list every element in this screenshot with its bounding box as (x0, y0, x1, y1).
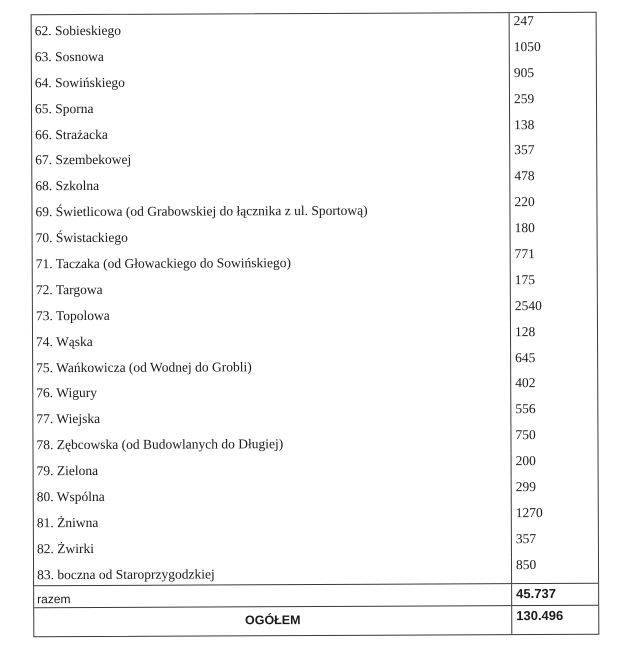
street-name-cell: 62. Sobieskiego (32, 13, 510, 41)
table-row (33, 298, 597, 326)
table-row (32, 65, 596, 93)
table-row (34, 556, 598, 584)
table-row (34, 505, 598, 533)
table-row (33, 323, 597, 351)
subtotal-row (34, 582, 598, 606)
length-value-cell: 247 (513, 13, 534, 29)
table-row (34, 479, 598, 507)
length-value-cell: 1270 (515, 504, 543, 521)
street-name-cell: 79. Zielona (34, 453, 512, 481)
street-name-cell: 82. Żwirki (34, 531, 512, 559)
length-value-cell: 180 (514, 220, 535, 236)
table-body (32, 13, 598, 585)
length-value-cell: 850 (515, 556, 537, 572)
table-row (33, 375, 597, 403)
length-value-cell: 357 (515, 530, 537, 546)
length-value-cell: 200 (515, 453, 536, 469)
table-row (33, 246, 597, 274)
grand-total-label: OGÓŁEM (34, 606, 512, 636)
street-name-cell: 71. Taczaka (od Głowackiego do Sowińskiego) (33, 246, 511, 274)
subtotal-value: 45.737 (516, 585, 556, 601)
table-row (32, 13, 596, 41)
table-row (32, 116, 596, 144)
length-value-cell: 1050 (513, 38, 541, 55)
length-value-cell: 220 (514, 194, 535, 210)
length-value-cell: 128 (514, 323, 536, 339)
street-name-cell: 80. Wspólna (34, 479, 512, 507)
street-name-cell: 69. Świetlicowa (od Grabowskiej do łącznika z ul. Sportową) (32, 194, 510, 222)
grand-total-row (34, 604, 598, 635)
length-value-cell: 138 (514, 116, 535, 132)
length-value-cell: 645 (515, 349, 536, 365)
length-value-cell: 556 (515, 401, 536, 417)
street-name-cell: 78. Zębcowska (od Budowlanych do Długiej) (33, 427, 511, 455)
street-name-cell: 75. Wańkowicza (od Wodnej do Grobli) (33, 350, 511, 378)
grand-total-value: 130.496 (516, 607, 564, 623)
street-name-cell: 77. Wiejska (33, 401, 511, 429)
length-value-cell: 299 (515, 479, 536, 495)
length-value-cell: 175 (514, 271, 536, 288)
street-name-cell: 63. Sosnowa (32, 39, 510, 67)
subtotal-label: razem (34, 584, 512, 607)
length-value-cell: 259 (513, 90, 535, 106)
table-row (33, 349, 597, 377)
street-name-cell: 64. Sowińskiego (32, 65, 510, 93)
street-name-cell: 65. Sporna (32, 91, 510, 119)
length-value-cell: 2540 (514, 297, 542, 313)
length-value-cell: 402 (515, 375, 536, 391)
street-name-cell: 76. Wigury (33, 376, 511, 404)
length-value-cell: 478 (514, 168, 535, 184)
table-row (33, 272, 597, 300)
table-row (32, 194, 596, 222)
street-name-cell: 67. Szembekowej (32, 143, 510, 171)
table-row (32, 39, 596, 67)
table-row (32, 142, 596, 170)
street-name-cell: 66. Strażacka (32, 117, 510, 145)
table-row (33, 401, 597, 429)
table-row (32, 90, 596, 118)
table-row (34, 531, 598, 559)
length-value-cell: 357 (514, 142, 535, 158)
length-value-cell: 771 (514, 246, 535, 262)
table-row (33, 220, 597, 248)
street-name-cell: 74. Wąska (33, 324, 511, 352)
street-name-cell: 70. Świstackiego (33, 220, 511, 248)
street-name-cell: 73. Topolowa (33, 298, 511, 326)
street-name-cell: 68. Szkolna (32, 168, 510, 196)
table-row (32, 168, 596, 196)
street-name-cell: 81. Żniwna (34, 505, 512, 533)
length-value-cell: 750 (515, 427, 536, 443)
table-row (34, 453, 598, 481)
length-value-cell: 905 (513, 64, 535, 80)
table-row (33, 427, 597, 455)
street-name-cell: 83. boczna od Staroprzygodzkiej (34, 557, 512, 585)
street-length-table (31, 12, 600, 637)
street-name-cell: 72. Targowa (33, 272, 511, 300)
